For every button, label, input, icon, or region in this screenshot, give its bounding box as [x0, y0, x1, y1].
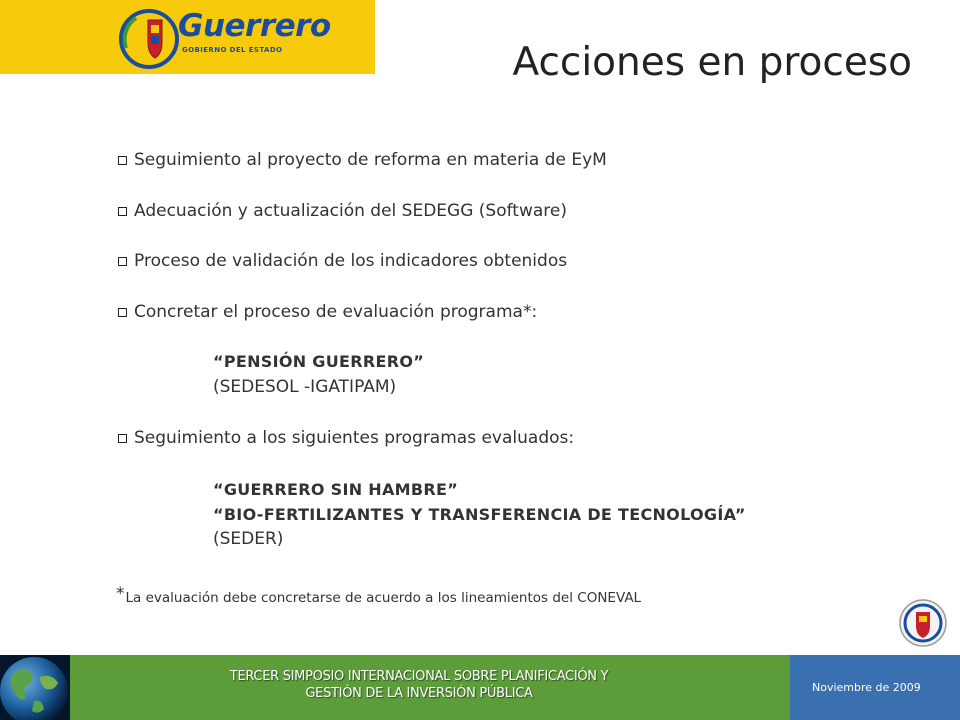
- list-item: [118, 251, 567, 271]
- list-item-text: Concretar el proceso de evaluación programa*:: [134, 302, 538, 322]
- logo-wordmark: Guerrero: [178, 8, 331, 44]
- program-name: “PENSIÓN GUERRERO”: [213, 352, 425, 371]
- footer-date-band: [790, 655, 960, 720]
- program-agency: (SEDER): [213, 529, 284, 549]
- globe-icon: [0, 655, 70, 720]
- list-item-text: Adecuación y actualización del SEDEGG (Software): [134, 201, 567, 221]
- logo-subtitle: GOBIERNO DEL ESTADO: [182, 46, 283, 54]
- guerrero-seal-small-icon: [898, 598, 948, 648]
- list-item-text: Seguimiento al proyecto de reforma en materia de EyM: [134, 150, 607, 170]
- footnote-text: La evaluación debe concretarse de acuerdo a los lineamientos del CONEVAL: [125, 590, 642, 606]
- checkbox-bullet-icon: [118, 308, 127, 317]
- checkbox-bullet-icon: [118, 207, 127, 216]
- footer-line-2: GESTIÓN DE LA INVERSIÓN PÚBLICA: [305, 686, 533, 701]
- list-item-text: Seguimiento a los siguientes programas evaluados:: [134, 428, 575, 448]
- footnote-marker: *: [116, 584, 125, 604]
- footer-event-name: [174, 668, 664, 702]
- list-item: [118, 150, 607, 170]
- list-item: [118, 201, 567, 221]
- footer-bar: [0, 655, 960, 720]
- footer-line-1: TERCER SIMPOSIO INTERNACIONAL SOBRE PLANIFICACIÓN Y: [229, 669, 609, 684]
- footer-date: Noviembre de 2009: [812, 681, 921, 694]
- list-item: [118, 302, 537, 322]
- checkbox-bullet-icon: [118, 434, 127, 443]
- footnote: [116, 584, 641, 606]
- list-item: [118, 428, 574, 448]
- program-agency: (SEDESOL -IGATIPAM): [213, 377, 397, 397]
- checkbox-bullet-icon: [118, 257, 127, 266]
- footer-green-band: [70, 655, 790, 720]
- slide-title: Acciones en proceso: [512, 40, 912, 85]
- guerrero-seal-icon: [118, 8, 180, 70]
- list-item-text: Proceso de validación de los indicadores obtenidos: [134, 251, 568, 271]
- logo-banner: [0, 0, 375, 74]
- program-name: “BIO-FERTILIZANTES Y TRANSFERENCIA DE TECNOLOGÍA”: [213, 505, 746, 524]
- program-name: “GUERRERO SIN HAMBRE”: [213, 480, 459, 499]
- checkbox-bullet-icon: [118, 156, 127, 165]
- globe-image: [0, 655, 70, 720]
